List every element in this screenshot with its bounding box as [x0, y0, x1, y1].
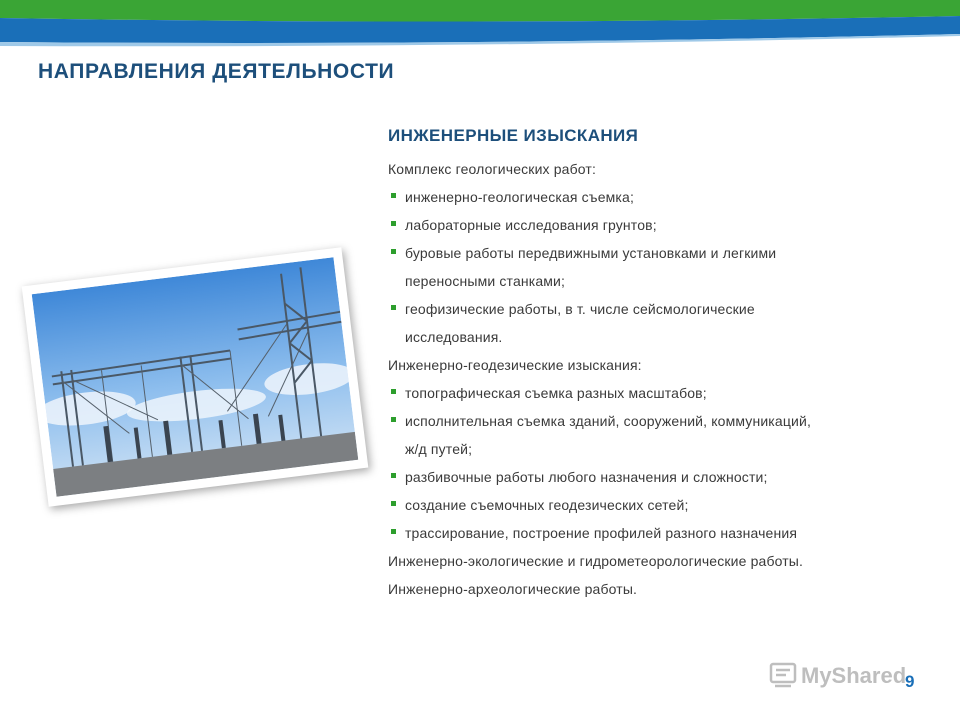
bullet-icon	[391, 473, 396, 478]
closing-line: Инженерно-экологические и гидрометеорологические работы.	[388, 553, 804, 569]
list-item: разбивочные работы любого назначения и сложности;	[388, 463, 908, 491]
list-item: инженерно-геологическая съемка;	[388, 183, 908, 211]
bullet-icon	[391, 417, 396, 422]
list-item: исполнительная съемка зданий, сооружений, коммуникаций, ж/д путей;	[388, 407, 908, 463]
bullet-icon	[391, 529, 396, 534]
group-heading: Инженерно-геодезические изыскания:	[388, 357, 642, 373]
bullet-icon	[391, 305, 396, 310]
watermark-logo	[768, 656, 908, 697]
list-item: геофизические работы, в т. числе сейсмологические исследования.	[388, 295, 908, 351]
bullet-icon	[391, 193, 396, 198]
list-item: топографическая съемка разных масштабов;	[388, 379, 908, 407]
group-heading: Комплекс геологических работ:	[388, 161, 597, 177]
bullet-icon	[391, 501, 396, 506]
list-item: трассирование, построение профилей разного назначения	[388, 519, 908, 547]
page-title: НАПРАВЛЕНИЯ ДЕЯТЕЛЬНОСТИ	[38, 60, 395, 83]
watermark-text: MyShared	[801, 663, 907, 688]
closing-line: Инженерно-археологические работы.	[388, 581, 638, 597]
substation-photo	[22, 247, 369, 507]
bullet-icon	[391, 389, 396, 394]
list-item: создание съемочных геодезических сетей;	[388, 491, 908, 519]
page-number: 9	[905, 672, 915, 691]
section-title: ИНЖЕНЕРНЫЕ ИЗЫСКАНИЯ	[388, 126, 639, 145]
header-band	[0, 0, 960, 48]
list-item: лабораторные исследования грунтов;	[388, 211, 908, 239]
bullet-icon	[391, 221, 396, 226]
services-section	[388, 126, 908, 603]
list-item: буровые работы передвижными установками и легкими переносными станками;	[388, 239, 908, 295]
bullet-icon	[391, 249, 396, 254]
